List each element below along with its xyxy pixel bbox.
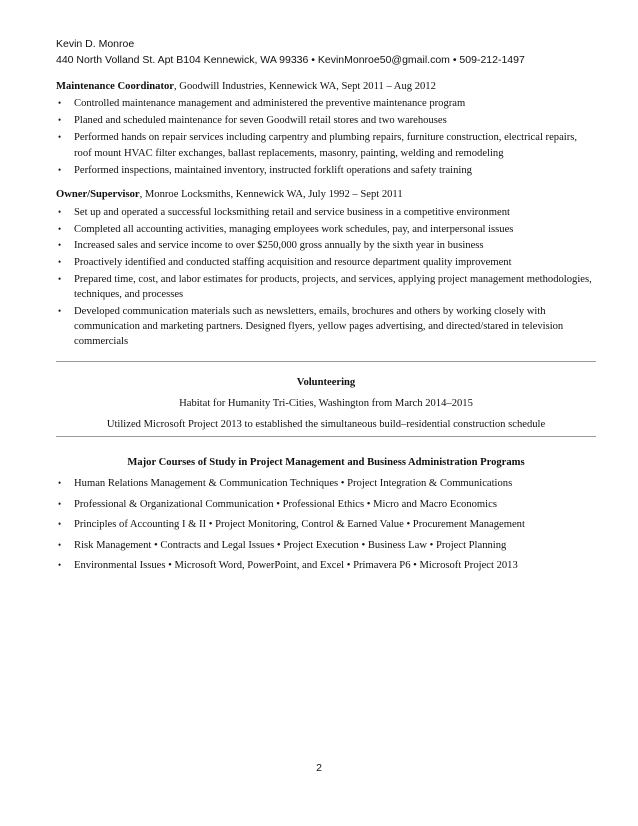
list-item: • Developed communication materials such as newsletters, emails, brochures and others by working closely with communication and marketing partners. Designed flyers, yellow pages advertising, and directed/stared in television commercials (58, 305, 564, 348)
list-item: • Planed and scheduled maintenance for seven Goodwill retail stores and two warehouses (56, 113, 596, 128)
volunteering-description: Utilized Microsoft Project 2013 to established the simultaneous build–residential construction schedule (106, 419, 546, 430)
job-details: , Goodwill Industries, Kennewick WA, Sept 2011 – Aug 2012 (174, 81, 436, 92)
list-item: • Principles of Accounting I & II • Project Monitoring, Control & Earned Value • Procurement Management (58, 519, 525, 530)
job-heading (56, 187, 596, 202)
job-title: Maintenance Coordinator (56, 81, 174, 92)
bullet-icon: • (58, 498, 62, 509)
contact-header (56, 36, 596, 68)
bullet-icon: • (58, 539, 62, 550)
bullet-icon: • (58, 273, 62, 284)
bullet-icon: • (58, 115, 62, 126)
bullet-icon: • (58, 223, 62, 234)
bullet-icon: • (58, 164, 62, 175)
volunteering-organization: Habitat for Humanity Tri-Cities, Washington from March 2014–2015 (179, 398, 473, 409)
candidate-name: Kevin D. Monroe (56, 38, 135, 50)
job-bullets (56, 96, 596, 178)
list-item: • Risk Management • Contracts and Legal Issues • Project Execution • Business Law • Project Planning (58, 539, 507, 551)
list-item: • Professional & Organizational Communication • Professional Ethics • Micro and Macro Economics (58, 498, 497, 510)
bullet-icon: • (58, 207, 62, 217)
list-item: • Human Relations Management & Communication Techniques • Project Integration & Communications (58, 478, 513, 489)
bullet-icon: • (58, 560, 62, 570)
courses-list (56, 476, 596, 579)
job-heading (56, 79, 596, 94)
bullet-icon: • (58, 257, 62, 268)
bullet-icon: • (58, 98, 62, 108)
volunteering-heading: Volunteering (296, 377, 356, 388)
page-number: 2 (316, 762, 322, 774)
bullet-icon: • (58, 305, 62, 316)
list-item: • Controlled maintenance management and administered the preventive maintenance program (56, 96, 596, 111)
bullet-icon: • (58, 519, 62, 529)
list-item: • Prepared time, cost, and labor estimates for products, projects, and services, applying project management methodologies, techniques, and processes (58, 273, 592, 301)
contact-line: 440 North Volland St. Apt B104 Kennewick, WA 99336 • KevinMonroe50@gmail.com • 509-212-1497 (56, 54, 525, 66)
list-item: • Proactively identified and conducted staffing acquisition and resource department quality improvement (56, 255, 596, 270)
job-bullets (56, 205, 596, 349)
bullet-icon: • (58, 132, 62, 143)
job-details: , Monroe Locksmiths, Kennewick WA, July 1992 – Sept 2011 (139, 189, 403, 200)
list-item: • Increased sales and service income to over $250,000 gross annually by the sixth year in business (56, 238, 596, 253)
list-item: • Performed hands on repair services including carpentry and plumbing repairs, furniture construction, electrical repairs, roof mount HVAC filter exchanges, ballast replacements, masonry, painting, welding and remodeling (58, 132, 578, 159)
list-item: • Completed all accounting activities, managing employees work schedules, pay, and interpersonal issues (56, 222, 596, 237)
bullet-icon: • (58, 478, 62, 488)
bullet-icon: • (58, 240, 62, 251)
section-divider (56, 436, 596, 437)
list-item: • Environmental Issues • Microsoft Word, PowerPoint, and Excel • Primavera P6 • Microsoft Project 2013 (58, 560, 518, 571)
section-divider (56, 361, 596, 362)
list-item: • Set up and operated a successful locksmithing retail and service business in a competitive environment (56, 205, 596, 220)
courses-heading: Major Courses of Study in Project Management and Business Administration Programs (127, 457, 525, 468)
list-item: • Performed inspections, maintained inventory, instructed forklift operations and safety training (56, 163, 596, 178)
job-title: Owner/Supervisor (56, 189, 140, 200)
